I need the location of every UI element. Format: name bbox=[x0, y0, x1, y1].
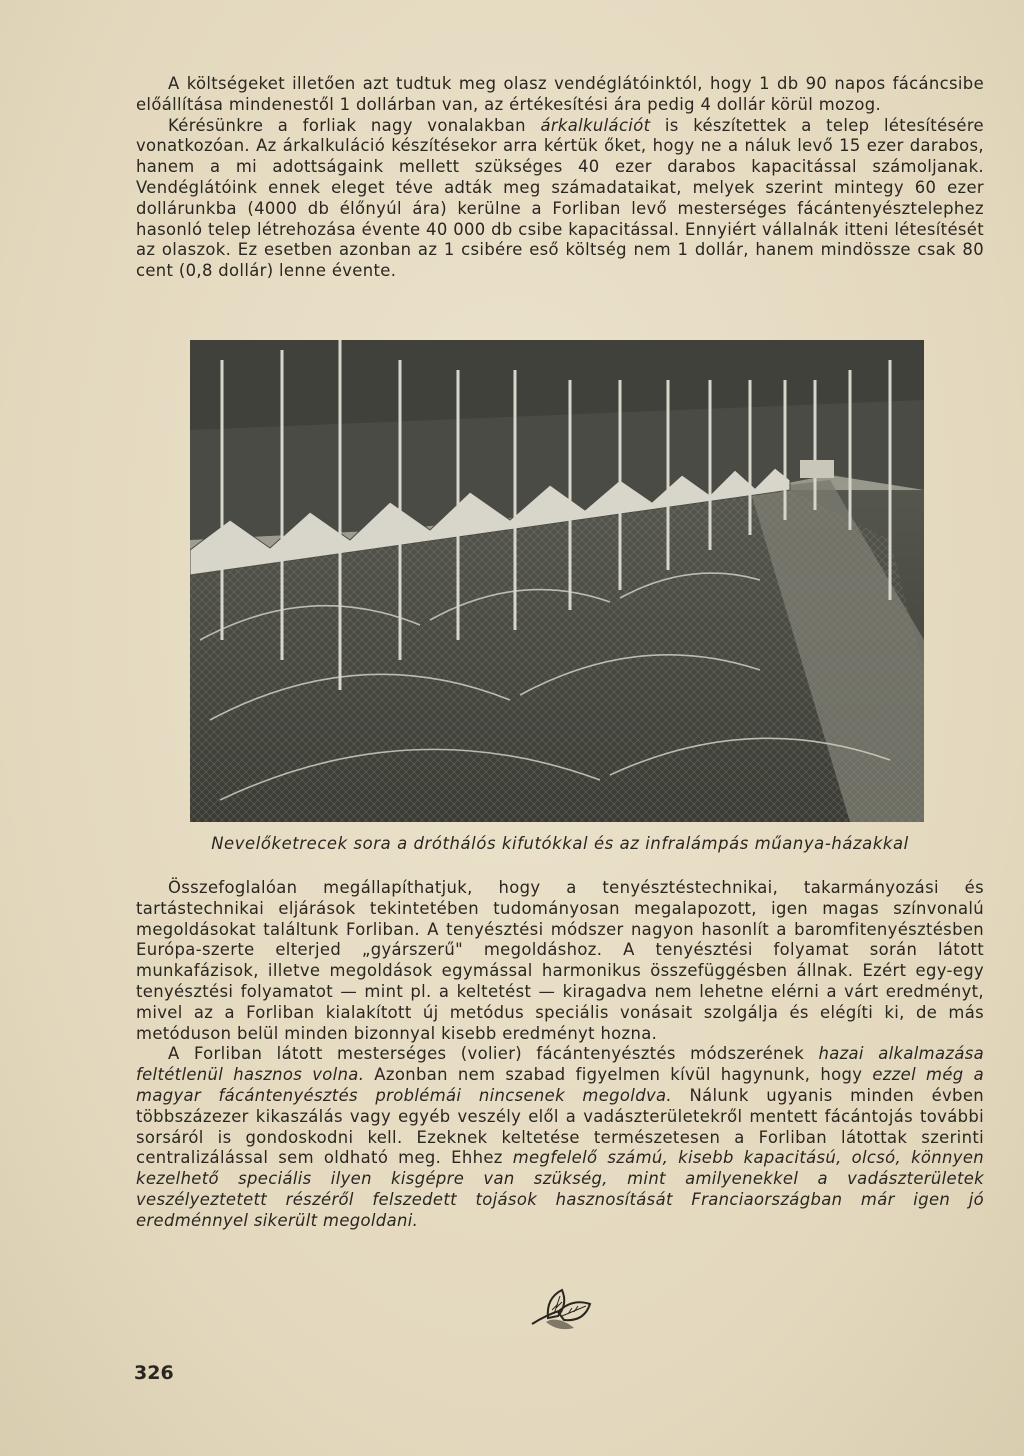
paragraph-conclusion-start: A Forliban látott mesterséges (volier) fácántenyésztés módszerének bbox=[168, 1044, 819, 1064]
page-number: 326 bbox=[134, 1362, 174, 1384]
photo-caption: Nevelőketrecek sora a dróthálós kifutókkal és az infralámpás műanya-házakkal bbox=[211, 834, 909, 853]
paragraph-conclusion-emphasis-2: ezzel még a magyar fácántenyésztés problémái nincsenek megoldva. bbox=[136, 1065, 984, 1105]
paragraph-cost-text: A költségeket illetően azt tudtuk meg olasz vendéglátóinktól, hogy 1 db 90 napos fácáncsibe előállítása mindenestől 1 dollárban van, az értékesítési ára pedig 4 dollár körül mozog. bbox=[136, 74, 984, 114]
paragraph-cost bbox=[136, 74, 984, 116]
paragraph-conclusion-middle-2: Nálunk ugyanis minden évben többszázezer kikaszálás vagy egyéb veszély elől a vadászterületekről mentett fácántojás további sorsáról is gondoskodni kell. Ezeknek keltetése természetesen a Forliban látottak szerinti centralizálással sem oldható meg. Ehhez bbox=[136, 1085, 984, 1168]
paragraph-conclusion-emphasis-3: megfelelő számú, kisebb kapacitású, olcsó, könnyen kezelhető speciális ilyen kisgépre van szükség, mint amilyenekkel a vadászterületek veszélyeztetett részéről felszedett tojások hasznosítását Franciaországban már igen jó eredménnyel sikerült megoldani. bbox=[136, 1148, 984, 1230]
text-block-bottom bbox=[136, 878, 984, 1232]
pheasant-cages-photo bbox=[190, 340, 924, 822]
paragraph-summary bbox=[136, 878, 984, 1044]
paragraph-conclusion-emphasis-1: hazai alkalmazása feltétlenül hasznos volna. bbox=[136, 1044, 984, 1085]
paragraph-conclusion bbox=[136, 1044, 984, 1231]
paragraph-calculation bbox=[136, 116, 984, 282]
paragraph-calculation-emphasis: árkalkulációt bbox=[540, 115, 651, 135]
leaf-ornament-icon bbox=[528, 1284, 594, 1334]
text-block-top bbox=[136, 74, 984, 282]
paragraph-conclusion-middle: Azonban nem szabad figyelmen kívül hagynunk, hogy bbox=[364, 1065, 873, 1085]
paragraph-summary-text: Összefoglalóan megállapíthatjuk, hogy a tenyésztéstechnikai, takarmányozási és tartástechnikai eljárások tekintetében tudományosan megalapozott, igen magas színvonalú megoldásokat találtunk Forliban. A tenyésztési módszer nagyon hasonlít a baromfitenyésztésben Európa-szerte elterjed „gyárszerű" megoldáshoz. A tenyésztési folyamat során látott munkafázisok, illetve megoldások egymással harmonikus összefüggésben állnak. Ezért egy-egy tenyésztési folyamatot — mint pl. a keltetést — kiragadva nem lehetne elérni a várt eredményt, mivel az a Forliban kialakított új metódus speciális vonásait szolgálja és elégíti ki, de más metóduson belül minden bizonnyal kisebb eredményt hozna. bbox=[136, 878, 984, 1043]
paragraph-calculation-start: Kérésünkre a forliak nagy vonalakban bbox=[168, 115, 541, 135]
paragraph-calculation-rest: is készítettek a telep létesítésére vonatkozóan. Az árkalkuláció készítésekor arra kértük őket, hogy ne a náluk levő 15 ezer darabos, hanem a mi adottságaink mellett szükséges 40 ezer darabos kapacitással számoljanak. Vendéglátóink ennek eleget téve adták meg számadataikat, melyek szerint mintegy 60 ezer dollárunkba (4000 db élőnyúl ára) kerülne a Forliban levő mesterséges fácántenyésztelephez hasonló telep létrehozása évente 40 000 db csibe kapacitással. Ennyiért vállalnák itteni létesítését az olaszok. Ez esetben azonban az 1 csibére eső költség nem 1 dollár, hanem mindössze csak 80 cent (0,8 dollár) lenne évente. bbox=[136, 115, 984, 281]
